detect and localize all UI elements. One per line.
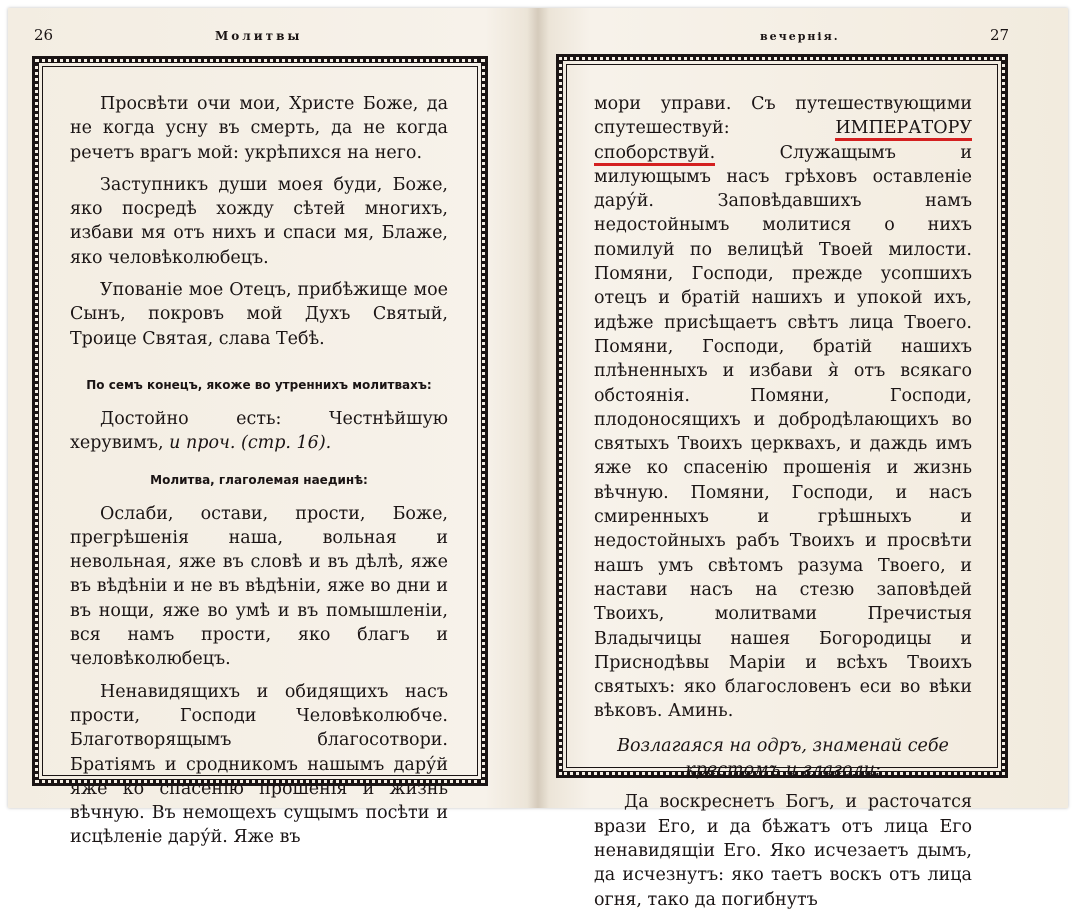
left-paragraph-4-main: Достойно есть: Честнѣйшую херувимъ, [70, 408, 448, 454]
left-rubric-1: По семъ конецъ, якоже во утреннихъ молитвахъ: [86, 377, 432, 392]
left-running-head: Молитвы [215, 29, 303, 43]
left-rubric-2: Молитва, глаголемая наединѣ: [150, 472, 368, 487]
left-paragraph-1: Просвѣти очи мои, Христе Боже, да не когда усну въ смерть, да не когда речетъ врагъ мой: укрѣпихся на него. [70, 94, 448, 163]
left-paragraph-4-italic: и проч. (стр. 16). [169, 433, 332, 454]
left-paragraph-5: Ослаби, остави, прости, Боже, прегрѣшенія наша, вольная и невольная, яже въ словѣ и въ дѣлѣ, яже въ вѣдѣніи и не въ вѣдѣніи, яже во дни и въ нощи, яже во умѣ и въ помышленіи, вся намъ прости, яко благъ и человѣколюбецъ. [70, 503, 448, 670]
right-paragraph-1 [594, 92, 972, 724]
left-paragraph-2: Заступникъ души моея буди, Боже, яко посредѣ хожду сѣтей многихъ, избави мя отъ нихъ и спаси мя, Блаже, яко человѣколюбецъ. [70, 174, 448, 268]
right-paragraph-1-after: Служащымъ и милующымъ насъ грѣховъ оставленіе дару́й. Заповѣдавшихъ намъ недостойнымъ молитися о нихъ помилуй по велицѣй Твоей милости. Помяни, Господи, прежде усопшихъ отецъ и братій нашихъ и упокой ихъ, идѣже присѣщаетъ свѣтъ лица Твоего. Помяни, Господи, братій нашихъ плѣненныхъ и избави я̀ отъ всякаго обстоянія. Помяни, Господи, плодоносящихъ и добродѣлающихъ во святыхъ Твоихъ церквахъ, и даждь имъ яже ко спасенію прошенія и жизнь вѣчную. Помяни, Господи, и насъ смиренныхъ и грѣшныхъ и недостойныхъ рабъ Твоихъ и просвѣти нашъ умъ свѣтомъ разума Твоего, и настави насъ на стезю заповѣдей Твоихъ, молитвами Пречистыя Владычицы нашея Богородицы и Приснодѣвы Маріи и всѣхъ Твоихъ святыхъ: яко благословенъ еси во вѣки вѣковъ. Аминь. [594, 142, 972, 722]
left-page-text [70, 92, 448, 858]
underlined-emperor-phrase: ИМПЕРАТОРУ споборствуй. [594, 118, 972, 165]
right-page-number: 27 [990, 26, 1010, 44]
right-page-text [594, 92, 972, 920]
right-rubric-italic: Возлагаяся на одръ, знаменай себе крестомъ и глаголи: [617, 735, 949, 781]
right-running-head: вечернія. [760, 30, 840, 43]
right-paragraph-1-before: мори управи. Съ путешествующими спутешествуй: [594, 94, 972, 139]
left-paragraph-6: Ненавидящихъ и обидящихъ насъ прости, Господи Человѣколюбче. Благотворящымъ благосотвори. Братіямъ и сродникомъ нашымъ дару́й яже ко спасенію прошенія и жизнь вѣчную. Въ немощехъ сущымъ посѣти и исцѣленіе дару́й. Яже въ [70, 681, 448, 848]
left-paragraph-3: Упованіе мое Отецъ, прибѣжище мое Сынъ, покровъ мой Духъ Святый, Троице Святая, слава Тебѣ. [70, 280, 448, 349]
book-gutter [527, 8, 549, 808]
right-paragraph-2: Да воскреснетъ Богъ, и расточатся врази Его, и да бѣжатъ отъ лица Его ненавидящіи Его. Яко исчезаетъ дымъ, да исчезнутъ: яко таетъ воскъ отъ лица огня, тако да погибнутъ [594, 792, 972, 910]
left-paragraph-4 [70, 407, 448, 456]
left-page-number: 26 [34, 26, 54, 44]
